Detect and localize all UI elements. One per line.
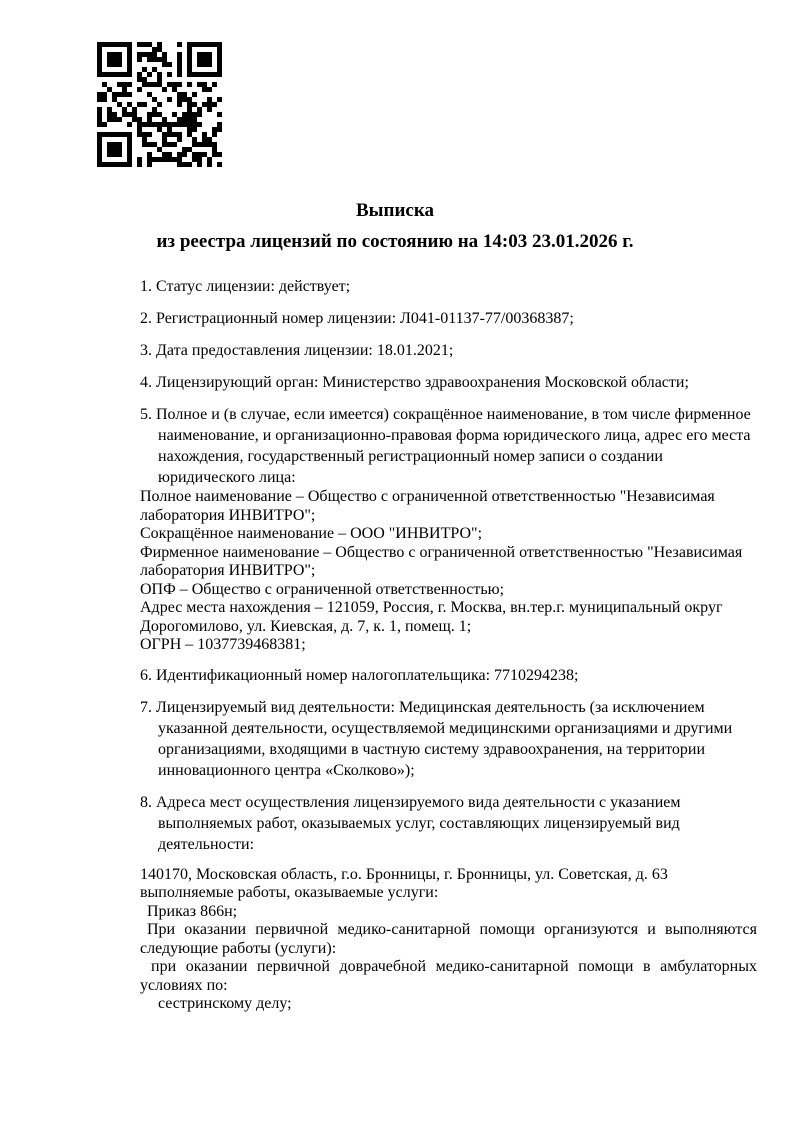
list-item-5: 5. Полное и (в случае, если имеется) сокращённое наименование, в том числе фирменное наименование, и организационно-правовая форма юридического лица, адрес его места нахождения, государственный регистрационный номер записи о создании юридического лица: [140,406,751,486]
qr-code-icon [97,42,222,167]
address-block [140,866,757,903]
work-line-prehospital: при оказании первичной доврачебной медико-санитарной помощи в амбулаторных условиях по: [140,958,757,994]
text-line: выполняемые работы, оказываемые услуги: [140,884,439,901]
org-details-block [140,488,757,655]
document-body [140,276,757,1014]
document-title: Выписка [356,200,434,221]
work-line-866n: Приказ 866н; [147,902,238,920]
text-line: ОГРН – 1037739468381; [140,636,306,653]
list-item-3: 3. Дата предоставления лицензии: 18.01.2021; [140,342,454,359]
text-line: Фирменное наименование – Общество с ограниченной ответственностью "Независимая лаборатория ИНВИТРО"; [140,543,743,579]
list-item-1: 1. Статус лицензии: действует; [140,278,351,295]
list-item-8: 8. Адреса мест осуществления лицензируемого вида деятельности с указанием выполняемых работ, оказываемых услуг, составляющих лицензируемый вид деятельности: [140,793,681,853]
list-item-4: 4. Лицензирующий орган: Министерство здравоохранения Московской области; [140,374,689,391]
text-line: ОПФ – Общество с ограниченной ответственностью; [140,580,505,598]
text-line: Адрес места нахождения – 121059, Россия, г. Москва, вн.тер.г. муниципальный округ Дорогомилово, ул. Киевская, д. 7, к. 1, помещ. 1; [140,599,723,635]
document-header [0,200,790,253]
work-line-nursing: сестринскому делу; [158,995,292,1012]
list-item-7: 7. Лицензируемый вид деятельности: Медицинская деятельность (за исключением указанной деятельности, осуществляемой медицинскими организациями и другими организациями, входящими в частную систему здравоохранения, на территории инновационного центра «Сколково»); [140,698,733,779]
document-subtitle: из реестра лицензий по состоянию на 14:03 23.01.2026 г. [156,231,634,252]
text-line: Сокращённое наименование – ООО "ИНВИТРО"; [140,525,483,542]
work-line-primary-care: При оказании первичной медико-санитарной помощи организуются и выполняются следующие работы (услуги): [140,921,757,957]
list-item-2: 2. Регистрационный номер лицензии: Л041-01137-77/00368387; [140,310,574,327]
text-line: Полное наименование – Общество с ограниченной ответственностью "Независимая лаборатория ИНВИТРО"; [140,488,715,524]
text-line: 140170, Московская область, г.о. Бронницы, г. Бронницы, ул. Советская, д. 63 [140,865,668,883]
list-item-6: 6. Идентификационный номер налогоплательщика: 7710294238; [140,666,579,684]
